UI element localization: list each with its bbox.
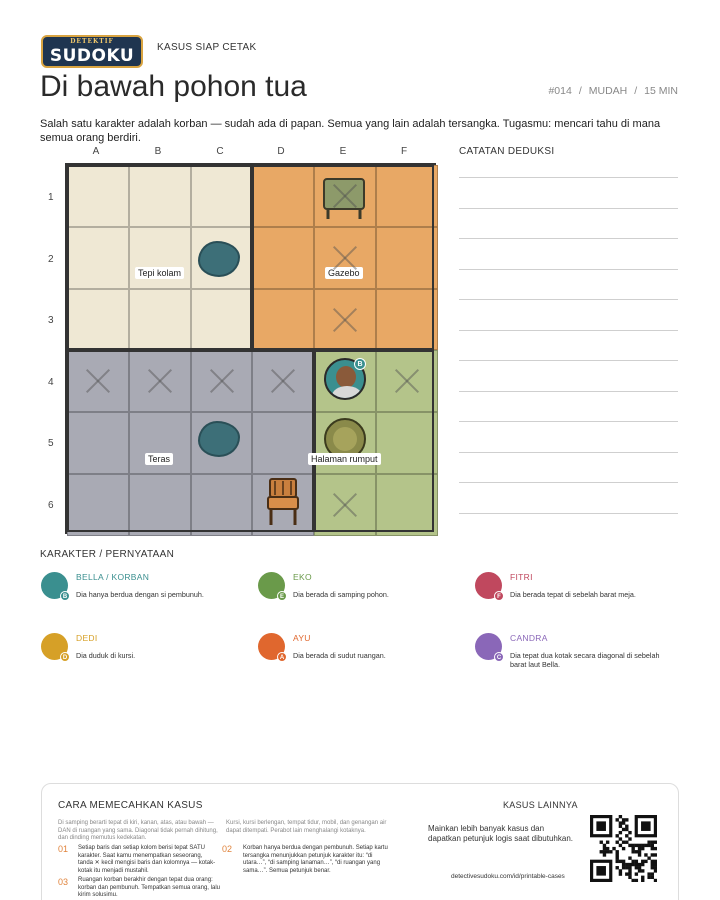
col-header-b: B: [154, 146, 162, 157]
col-header-d: D: [277, 146, 285, 157]
board-cell[interactable]: [129, 474, 191, 536]
step-text: Setiap baris dan setiap kolom berisi tepat SATU karakter. Saat kamu menempatkan seseorang, tanda ✕ kecil mengisi baris dan kolomnya — kotak-kotak itu menjadi mustahil.: [78, 845, 216, 874]
case-number: #014: [548, 85, 572, 97]
note-line[interactable]: [459, 238, 678, 239]
board-cell[interactable]: [191, 165, 253, 227]
character-badge: B: [60, 591, 70, 601]
row-header-4: 4: [48, 377, 54, 388]
note-line[interactable]: [459, 330, 678, 331]
board-cell[interactable]: [191, 474, 253, 536]
room-label-gazebo: Gazebo: [325, 267, 363, 279]
eliminated-mark-icon: [332, 245, 358, 271]
board-cell[interactable]: [67, 474, 129, 536]
case-meta: #014 / MUDAH / 15 MIN: [548, 85, 678, 97]
col-header-c: C: [216, 146, 224, 157]
board-cell[interactable]: [191, 289, 253, 351]
step-number: 01: [58, 844, 69, 854]
room-label-tepi-kolam: Tepi kolam: [135, 267, 184, 279]
col-header-e: E: [339, 146, 347, 157]
board-cell[interactable]: [376, 474, 438, 536]
logo: [41, 35, 143, 68]
board-cell[interactable]: [252, 165, 314, 227]
character-name: FITRI: [510, 572, 533, 582]
board-cell[interactable]: [129, 227, 191, 289]
character-statement: Dia hanya berdua dengan si pembunuh.: [76, 590, 204, 599]
character-statement: Dia tepat dua kotak secara diagonal di sebelah barat laut Bella.: [510, 651, 660, 669]
intro-text: Salah satu karakter adalah korban — sudah ada di papan. Semua yang lain adalah tersangka. Tugasmu: mencari tahu di mana semua orang berdiri.: [40, 118, 661, 144]
note-line[interactable]: [459, 177, 678, 178]
footer-note-furniture: Kursi, kursi berlengan, tempat tidur, mobil, dan genangan air dapat ditempati. Perabot lain menghalangi kotaknya.: [226, 820, 387, 834]
board-cell[interactable]: [129, 289, 191, 351]
victim-badge: B: [354, 358, 366, 370]
chair-icon: [265, 477, 301, 527]
character-statement: Dia berada di sudut ruangan.: [293, 651, 386, 660]
eliminated-mark-icon: [332, 492, 358, 518]
character-badge: A: [277, 652, 287, 662]
board-cell[interactable]: [376, 165, 438, 227]
note-line[interactable]: [459, 299, 678, 300]
board-cell[interactable]: [252, 412, 314, 474]
note-line[interactable]: [459, 513, 678, 514]
footer-note-adjacency: Di samping berarti tepat di kiri, kanan, atas, atau bawah — DAN di ruangan yang sama. Diagonal tidak pernah dihitung, dan dinding memutus kedekatan.: [58, 820, 218, 841]
note-line[interactable]: [459, 452, 678, 453]
eliminated-mark-icon: [85, 368, 111, 394]
step-text: Ruangan korban berakhir dengan tepat dua orang: korban dan pembunuh. Tempatkan semua orang, lalu kirim solusimu.: [78, 877, 220, 898]
character-name: AYU: [293, 633, 311, 643]
col-header-f: F: [400, 146, 408, 157]
page-title: Di bawah pohon tua: [40, 70, 307, 103]
character-name: DEDI: [76, 633, 98, 643]
eliminated-mark-icon: [394, 368, 420, 394]
note-line[interactable]: [459, 421, 678, 422]
notes-title: CATATAN DEDUKSI: [459, 146, 555, 157]
eliminated-mark-icon: [332, 307, 358, 333]
col-header-a: A: [92, 146, 100, 157]
case-difficulty: MUDAH: [588, 85, 628, 97]
qr-code-icon[interactable]: [590, 815, 657, 882]
note-line[interactable]: [459, 482, 678, 483]
character-badge: C: [494, 652, 504, 662]
row-header-2: 2: [48, 254, 54, 265]
puzzle-board: [65, 163, 436, 534]
row-header-1: 1: [48, 192, 54, 203]
character-name: CANDRA: [510, 633, 548, 643]
character-badge: F: [494, 591, 504, 601]
case-time: 15 MIN: [644, 85, 678, 97]
board-cell[interactable]: [252, 289, 314, 351]
note-line[interactable]: [459, 360, 678, 361]
row-header-3: 3: [48, 315, 54, 326]
character-name: BELLA / KORBAN: [76, 572, 150, 582]
other-cases-text: Mainkan lebih banyak kasus dan dapatkan petunjuk logis saat dibutuhkan.: [428, 824, 573, 843]
character-statement: Dia duduk di kursi.: [76, 651, 136, 660]
row-header-5: 5: [48, 438, 54, 449]
other-cases-title: KASUS LAINNYA: [503, 800, 578, 810]
step-number: 02: [222, 844, 233, 854]
board-cell[interactable]: [67, 412, 129, 474]
eliminated-mark-icon: [209, 368, 235, 394]
board-cell[interactable]: [67, 227, 129, 289]
board-cell[interactable]: [129, 165, 191, 227]
note-line[interactable]: [459, 269, 678, 270]
character-statement: Dia berada di samping pohon.: [293, 590, 389, 599]
step-text: Korban hanya berdua dengan pembunuh. Setiap kartu tersangka menunjukkan petunjuk karakter itu: “di utara…”, “di samping lanaman…”, “di ruangan yang sama…”. Semua petunjuk benar.: [243, 845, 388, 874]
logo-main: SUDOKU: [49, 46, 135, 66]
kicker: KASUS SIAP CETAK: [157, 42, 257, 53]
character-statement: Dia berada tepat di sebelah barat meja.: [510, 590, 636, 599]
board-cell[interactable]: [67, 165, 129, 227]
row-header-6: 6: [48, 500, 54, 511]
character-badge: E: [277, 591, 287, 601]
board-cell[interactable]: [376, 227, 438, 289]
character-name: EKO: [293, 572, 312, 582]
characters-title: KARAKTER / PERNYATAAN: [40, 549, 175, 560]
board-cell[interactable]: [376, 289, 438, 351]
step-number: 03: [58, 877, 69, 887]
board-cell[interactable]: [376, 412, 438, 474]
logo-sup: DETEKTIF: [70, 38, 114, 45]
board-cell[interactable]: [67, 289, 129, 351]
note-line[interactable]: [459, 208, 678, 209]
eliminated-mark-icon: [270, 368, 296, 394]
character-badge: D: [60, 652, 70, 662]
room-label-teras: Teras: [145, 453, 173, 465]
note-line[interactable]: [459, 391, 678, 392]
other-cases-url[interactable]: detectivesudoku.com/id/printable-cases: [451, 873, 565, 880]
eliminated-mark-icon: [332, 183, 358, 209]
eliminated-mark-icon: [147, 368, 173, 394]
board-cell[interactable]: [252, 227, 314, 289]
room-label-halaman: Halaman rumput: [308, 453, 381, 465]
footer-title: CARA MEMECAHKAN KASUS: [58, 800, 203, 811]
